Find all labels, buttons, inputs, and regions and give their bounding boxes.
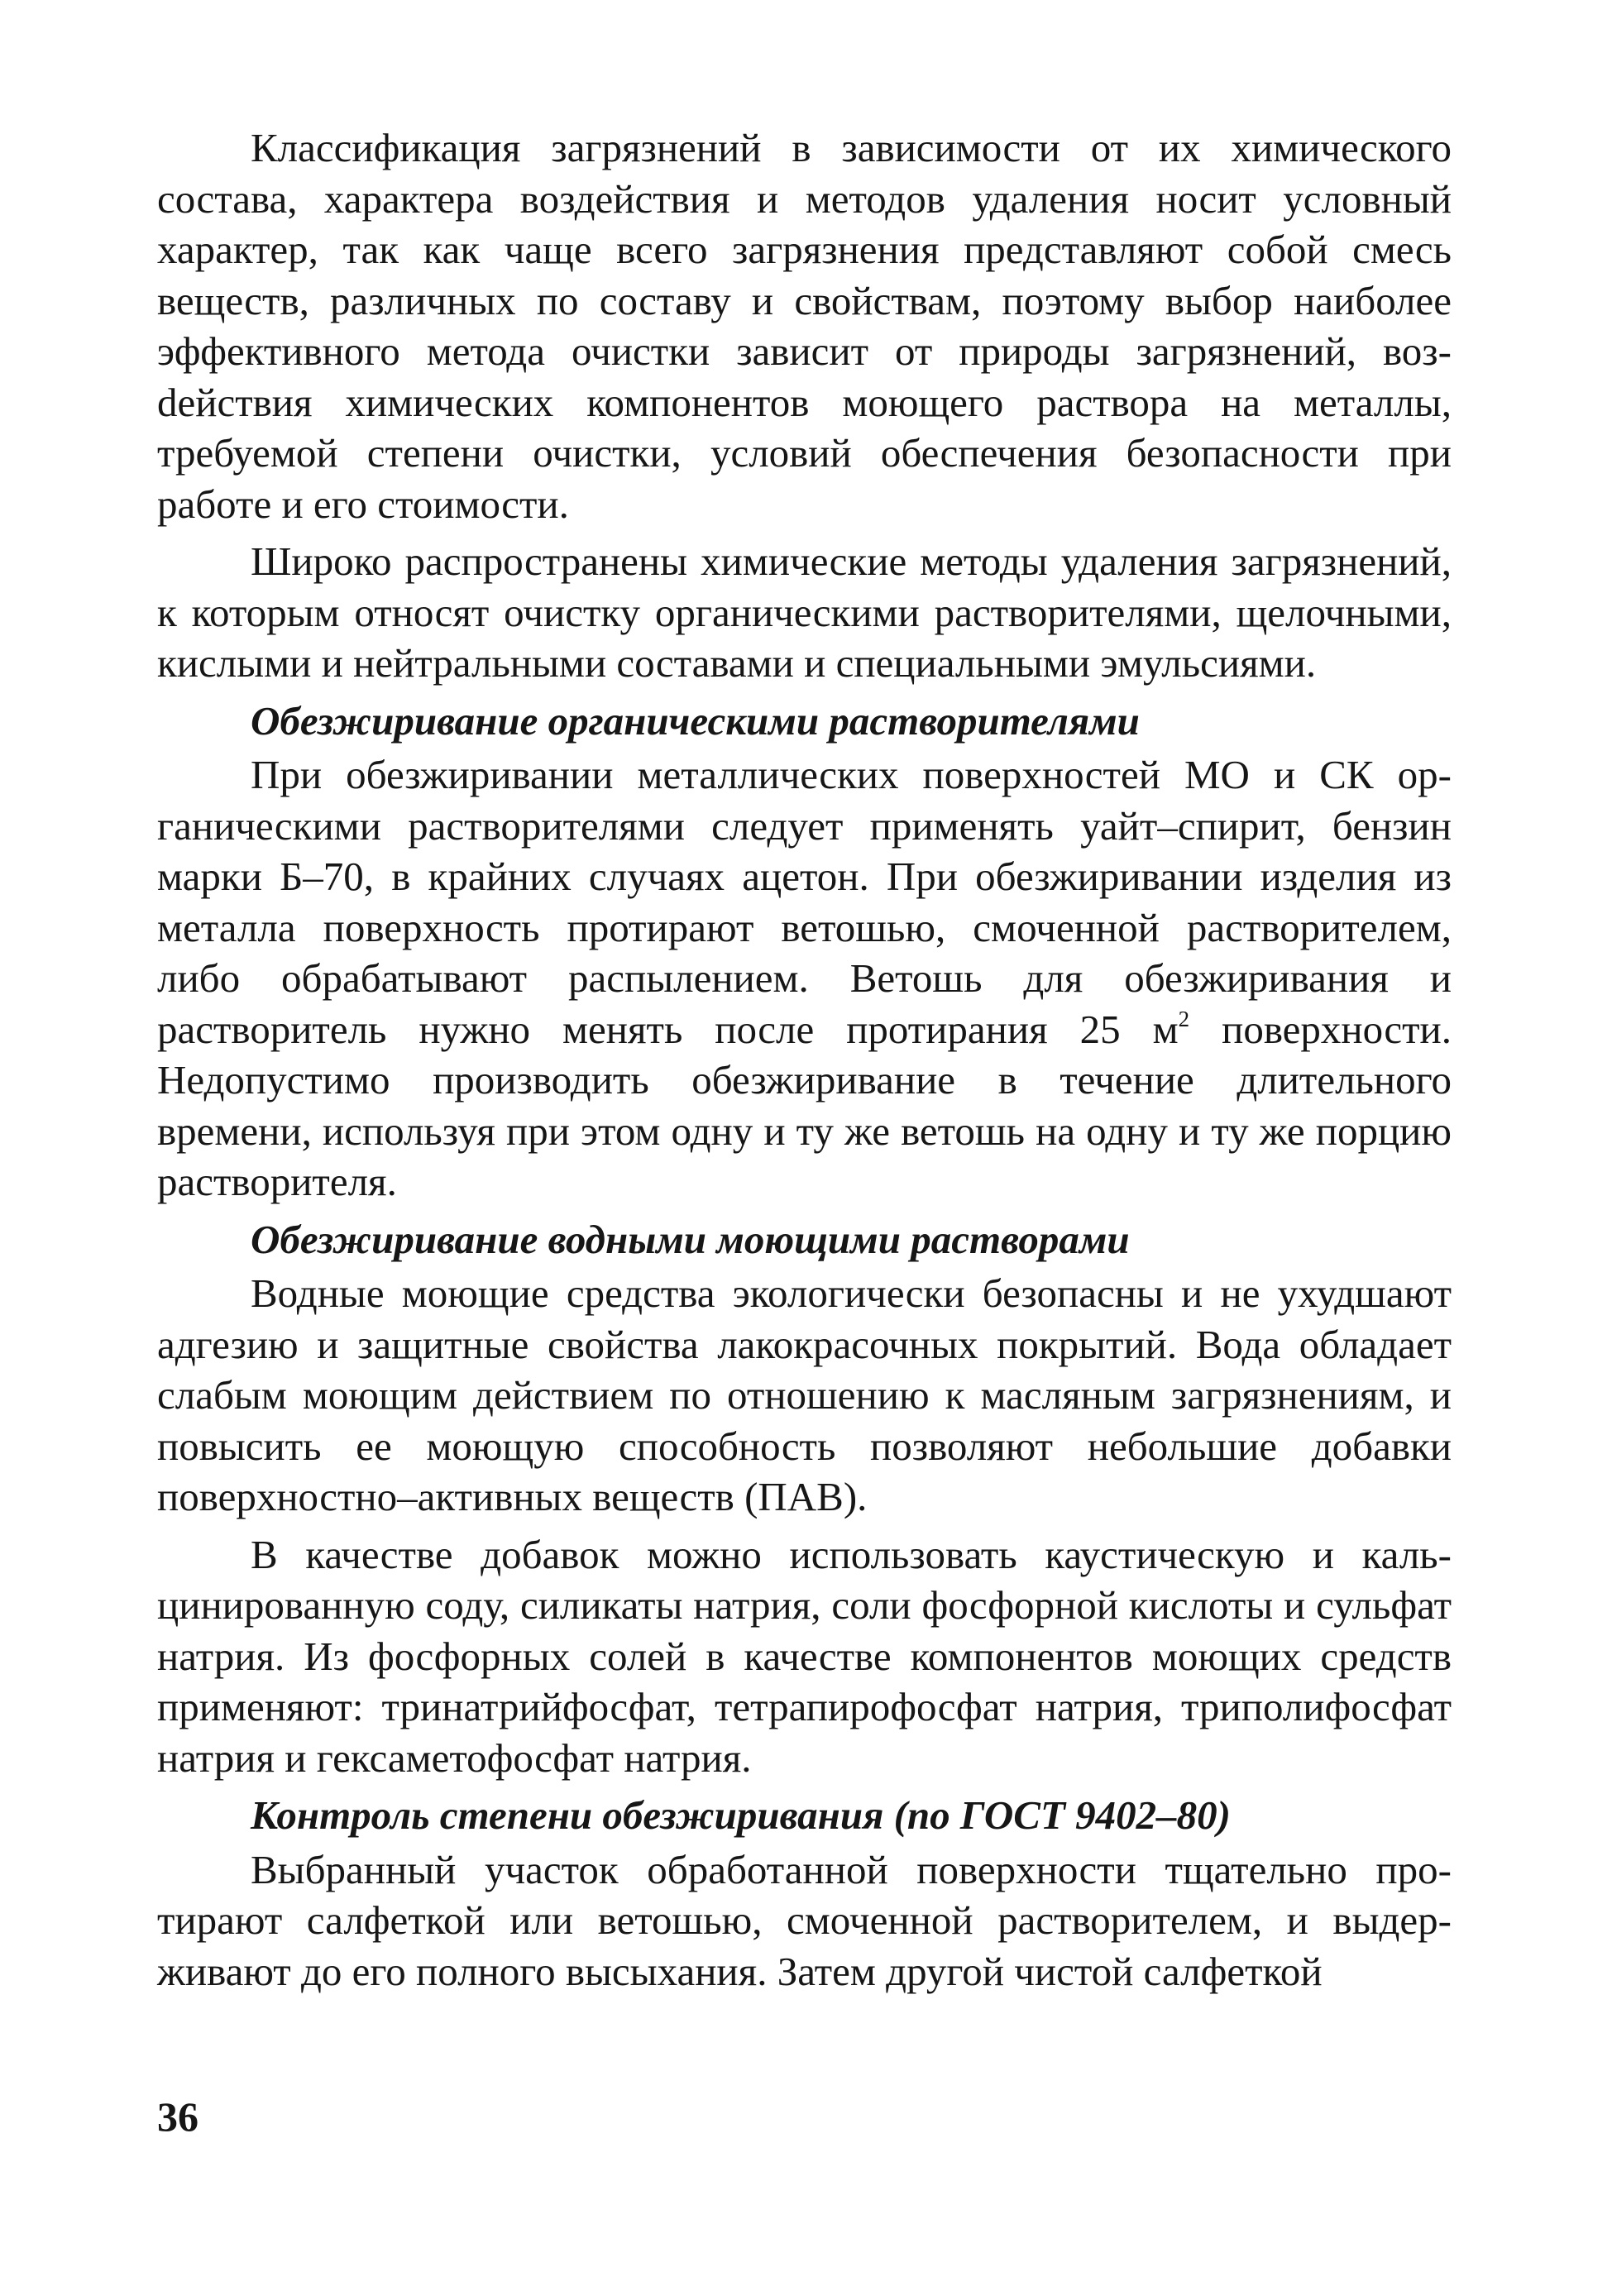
page-number: 36	[157, 2093, 199, 2140]
paragraph-organic-solvents	[157, 749, 1452, 1208]
square-meter-exponent: 2	[1178, 1006, 1190, 1031]
paragraph-organic-solvents-part-1: При обезжиривании металлических поверхностей МО и СК органическими растворителями следует применять уайт–спирит, бензин марки Б–70, в крайних случаях ацетон. При обезжиривании изделия из металла поверхность протирают ветошью, смоченной растворителем, либо обрабатывают распылением. Ветошь для обезжиривания и растворитель нужно менять после протирания 25 м	[157, 752, 1452, 1052]
heading-degreasing-control: Контроль степени обезжиривания (по ГОСТ 9402–80)	[251, 1792, 1231, 1838]
paragraph-organic-solvents-part-2: поверхности. Недопустимо производить обезжиривание в течение длительного времени, используя при этом одну и ту же ветошь на одну и ту же порцию растворителя.	[157, 1006, 1452, 1204]
paragraph-additives: В качестве добавок можно использовать каустическую и кальцинированную соду, силикаты натрия, соли фосфорной кислоты и сульфат натрия. Из фосфорных солей в качестве компонентов моющих средств применяют: тринатрийфосфат, тетрапирофосфат натрия, триполифосфат натрия и гексаметофосфат натрия.	[157, 1531, 1452, 1781]
paragraph-chemical-methods: Широко распространены химические методы удаления загрязнений, к которым относят очистку органическими растворителями, щелочными, кислыми и нейтральными составами и специальными эмульсиями.	[157, 538, 1452, 686]
heading-water-solutions: Обезжиривание водными моющими растворами	[251, 1216, 1130, 1262]
paragraph-classification: Классификация загрязнений в зависимости от их химического состава, характера воздействия и методов удаления носит условный характер, так как чаще всего загрязнения представляют собой смесь веществ, различных по составу и свойствам, поэтому выбор наиболее эффективного метода очистки зависит от природы загрязнений, возdействия химических компонентов моющего раствора на металлы, требуемой степени очистки, условий обеспечения безопасности при работе и его стоимости.	[157, 125, 1452, 527]
paragraph-water-solutions: Водные моющие средства экологически безопасны и не ухудшают адгезию и защитные свойства лакокрасочных покрытий. Вода обладает слабым моющим действием по отношению к масляным загрязнениям, и повысить ее моющую способность позволяют небольшие добавки поверхностно–активных веществ (ПАВ).	[157, 1270, 1452, 1519]
paragraph-degreasing-control: Выбранный участок обработанной поверхности тщательно протирают салфеткой или ветошью, смоченной растворителем, и выдерживают до его полного высыхания. Затем другой чистой салфеткой	[157, 1846, 1452, 1994]
page-body	[157, 122, 1452, 2003]
heading-organic-solvents: Обезжиривание органическими растворителями	[251, 697, 1140, 744]
